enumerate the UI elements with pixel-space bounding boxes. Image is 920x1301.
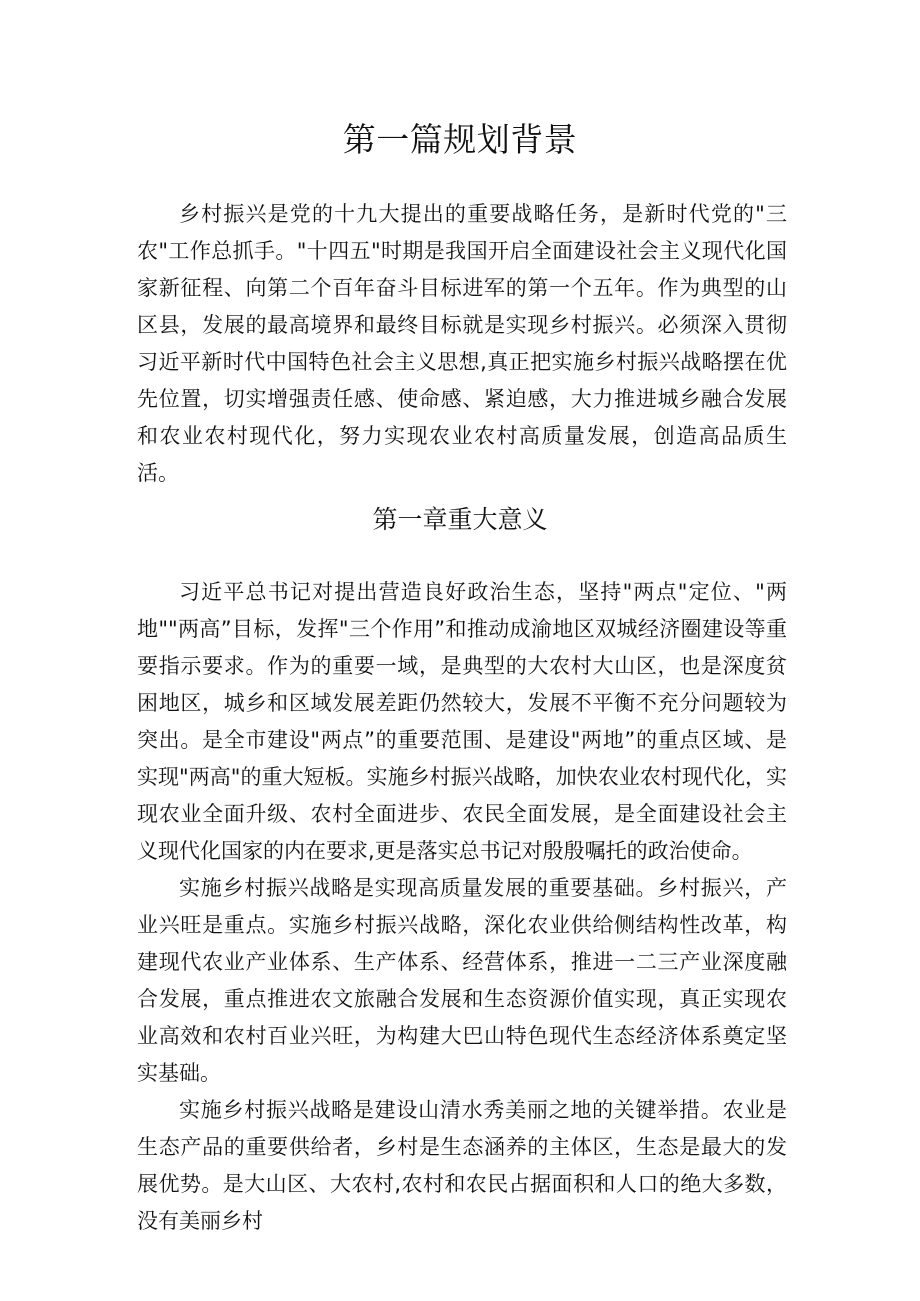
part-title: 第一篇规划背景	[342, 120, 578, 159]
body-paragraph: 实施乡村振兴战略是实现高质量发展的重要基础。乡村振兴，产业兴旺是重点。实施乡村振兴战略，深化农业供给侧结构性改革，构建现代农业产业体系、生产体系、经营体系，推进一二三产业深度融合发展，重点推进农文旅融合发展和生态资源价值实现，真正实现农业高效和农村百业兴旺，为构建大巴山特色现代生态经济体系奠定坚实基础。	[137, 876, 787, 1085]
chapter-title: 第一章重大意义	[372, 505, 548, 534]
body-paragraph: 实施乡村振兴战略是建设山清水秀美丽之地的关键举措。农业是生态产品的重要供给者，乡村是生态涵养的主体区，生态是最大的发展优势。是大山区、大农村,农村和农民占据面积和人口的绝大多数，没有美丽乡村	[137, 1098, 787, 1233]
body-paragraph: 习近平总书记对提出营造良好政治生态，坚持"两点"定位、"两地""两高”目标，发挥"三个作用”和推动成渝地区双城经济圈建设等重要指示要求。作为的重要一域，是典型的大农村大山区，也是深度贫困地区，城乡和区域发展差距仍然较大，发展不平衡不充分问题较为突出。是全市建设"两点”的重要范围、是建设"两地”的重点区域、是实现"两高"的重大短板。实施乡村振兴战略，加快农业农村现代化，实现农业全面升级、农村全面进步、农民全面发展，是全面建设社会主义现代化国家的内在要求,更是落实总书记对殷殷嘱托的政治使命。	[137, 580, 787, 863]
intro-paragraph: 乡村振兴是党的十九大提出的重要战略任务，是新时代党的"三农"工作总抓手。"十四五"时期是我国开启全面建设社会主义现代化国家新征程、向第二个百年奋斗目标进军的第一个五年。作为典型的山区县，发展的最高境界和最终目标就是实现乡村振兴。必须深入贯彻习近平新时代中国特色社会主义思想,真正把实施乡村振兴战略摆在优先位置，切实增强责任感、使命感、紧迫感，大力推进城乡融合发展和农业农村现代化，努力实现农业农村高质量发展，创造高品质生活。	[137, 202, 787, 485]
